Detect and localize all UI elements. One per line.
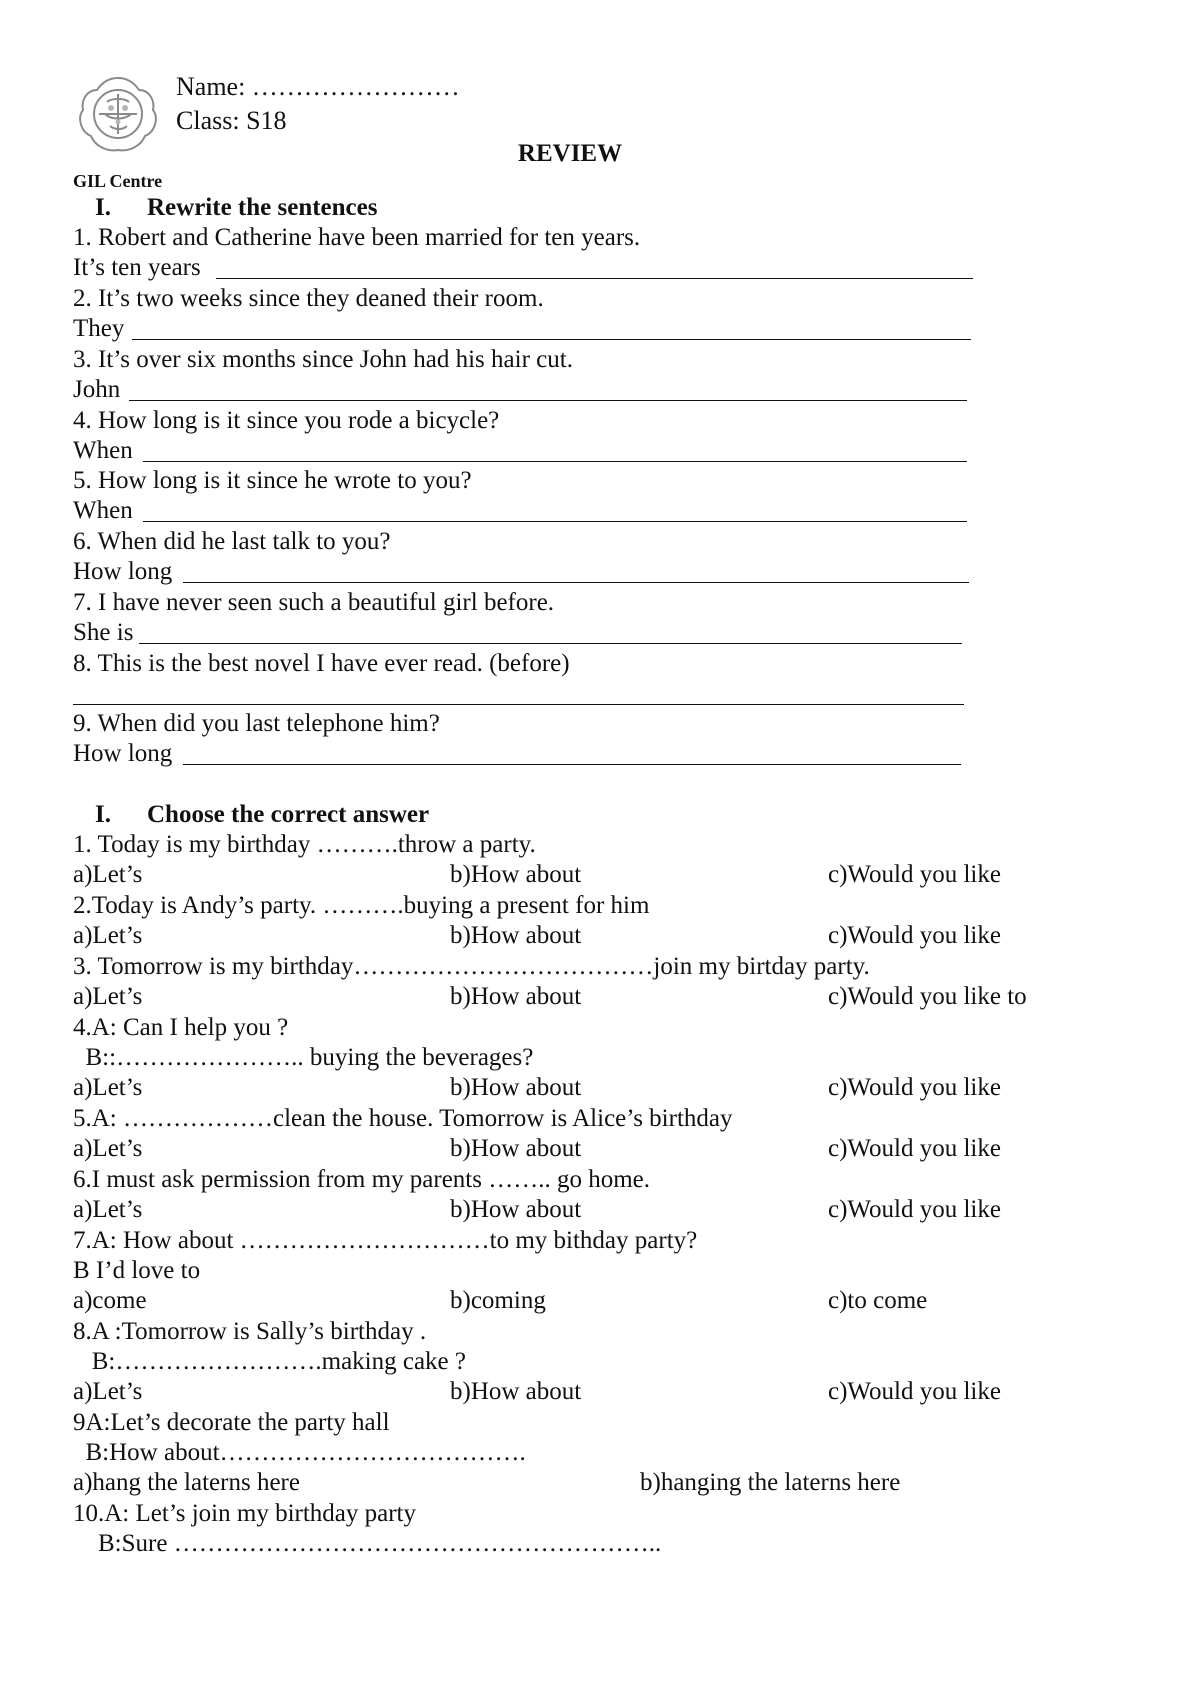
rewrite-answer-line-5[interactable] <box>73 496 973 526</box>
rewrite-question-1: 1. Robert and Catherine have been married for ten years. <box>73 224 641 251</box>
rewrite-question-2: 2. It’s two weeks since they deaned their room. <box>73 285 544 312</box>
choice-question-3: 3. Tomorrow is my birthday………………………………join my birtday party. <box>73 953 870 980</box>
answer-blank <box>129 400 967 401</box>
rewrite-question-7: 7. I have never seen such a beautiful girl before. <box>73 589 555 616</box>
answer-blank <box>143 521 967 522</box>
choice-question-4: 4.A: Can I help you ? <box>73 1014 289 1041</box>
answer-blank <box>183 582 969 583</box>
option-c[interactable]: c)Would you like <box>828 922 1001 949</box>
choice-question-10-reply: B:Sure ………………………………………………….. <box>73 1530 662 1557</box>
rewrite-question-5: 5. How long is it since he wrote to you? <box>73 467 472 494</box>
choice-question-9-reply: B:How about………………………………. <box>73 1439 526 1466</box>
choice-question-2: 2.Today is Andy’s party. ……….buying a present for him <box>73 892 650 919</box>
option-c[interactable]: c)to come <box>828 1287 928 1314</box>
option-b[interactable]: b)How about <box>450 983 582 1010</box>
answer-prompt: It’s ten years <box>73 254 201 281</box>
answer-prompt: She is <box>73 619 134 646</box>
rewrite-question-4: 4. How long is it since you rode a bicycle? <box>73 407 500 434</box>
rewrite-question-6: 6. When did he last talk to you? <box>73 528 391 555</box>
answer-blank <box>216 278 973 279</box>
answer-blank <box>143 461 967 462</box>
rewrite-answer-line-4[interactable] <box>73 436 973 466</box>
rewrite-answer-line-3[interactable] <box>73 375 973 405</box>
choice-question-5: 5.A: ………………clean the house. Tomorrow is Alice’s birthday <box>73 1105 733 1132</box>
option-b[interactable]: b)How about <box>450 922 582 949</box>
page-title: REVIEW <box>517 140 623 167</box>
answer-blank <box>183 764 961 765</box>
option-b[interactable]: b)How about <box>450 861 582 888</box>
choice-question-4-reply: B::………………….. buying the beverages? <box>73 1044 534 1071</box>
option-b[interactable]: b)How about <box>450 1196 582 1223</box>
option-a[interactable]: a)Let’s <box>73 861 143 888</box>
rewrite-question-9: 9. When did you last telephone him? <box>73 710 440 737</box>
option-a[interactable]: a)Let’s <box>73 1196 143 1223</box>
option-b[interactable]: b)coming <box>450 1287 546 1314</box>
option-a[interactable]: a)Let’s <box>73 922 143 949</box>
option-c[interactable]: c)Would you like <box>828 861 1001 888</box>
section-number: I. <box>95 194 111 221</box>
option-c[interactable]: c)Would you like <box>828 1074 1001 1101</box>
rewrite-answer-line-9[interactable] <box>73 739 973 769</box>
section-title: Choose the correct answer <box>147 801 430 828</box>
choice-question-1: 1. Today is my birthday ……….throw a party. <box>73 831 536 858</box>
choice-question-6: 6.I must ask permission from my parents …….. go home. <box>73 1166 651 1193</box>
rewrite-question-3: 3. It’s over six months since John had his hair cut. <box>73 346 573 373</box>
section-number: I. <box>95 801 111 828</box>
option-b[interactable]: b)How about <box>450 1135 582 1162</box>
answer-prompt: How long <box>73 558 173 585</box>
name-field-label: Name: …………………… <box>176 72 460 101</box>
rewrite-answer-line-2[interactable] <box>73 314 973 344</box>
section-title: Rewrite the sentences <box>147 194 378 221</box>
rewrite-question-8: 8. This is the best novel I have ever read. (before) <box>73 650 570 677</box>
class-label: Class: S18 <box>176 106 287 135</box>
choice-question-7-reply: B I’d love to <box>73 1257 201 1284</box>
option-a[interactable]: a)come <box>73 1287 147 1314</box>
answer-blank <box>73 704 964 705</box>
answer-prompt: They <box>73 315 125 342</box>
answer-blank <box>139 643 962 644</box>
option-c[interactable]: c)Would you like to <box>828 983 1027 1010</box>
option-c[interactable]: c)Would you like <box>828 1378 1001 1405</box>
section-rewrite-heading <box>95 193 377 223</box>
answer-prompt: John <box>73 376 121 403</box>
choice-question-10: 10.A: Let’s join my birthday party <box>73 1500 417 1527</box>
option-a[interactable]: a)Let’s <box>73 1074 143 1101</box>
rewrite-answer-line-8[interactable] <box>73 679 973 709</box>
rewrite-answer-line-1[interactable] <box>73 253 973 283</box>
option-a[interactable]: a)hang the laterns here <box>73 1469 300 1496</box>
option-c[interactable]: c)Would you like <box>828 1135 1001 1162</box>
choice-question-8-reply: B:…………………….making cake ? <box>73 1348 466 1375</box>
choice-question-8: 8.A :Tomorrow is Sally’s birthday . <box>73 1318 427 1345</box>
rewrite-answer-line-6[interactable] <box>73 557 973 587</box>
option-a[interactable]: a)Let’s <box>73 1135 143 1162</box>
option-b[interactable]: b)How about <box>450 1378 582 1405</box>
choice-question-7: 7.A: How about …………………………to my bithday party? <box>73 1227 698 1254</box>
answer-prompt: When <box>73 437 133 464</box>
option-c[interactable]: c)Would you like <box>828 1196 1001 1223</box>
option-b[interactable]: b)How about <box>450 1074 582 1101</box>
answer-blank <box>132 339 971 340</box>
option-a[interactable]: a)Let’s <box>73 1378 143 1405</box>
answer-prompt: How long <box>73 740 173 767</box>
option-b[interactable]: b)hanging the laterns here <box>640 1469 901 1496</box>
centre-name: GIL Centre <box>73 171 163 191</box>
choice-question-9: 9A:Let’s decorate the party hall <box>73 1409 390 1436</box>
answer-prompt: When <box>73 497 133 524</box>
section-choose-heading <box>95 800 429 830</box>
option-a[interactable]: a)Let’s <box>73 983 143 1010</box>
rewrite-answer-line-7[interactable] <box>73 618 973 648</box>
